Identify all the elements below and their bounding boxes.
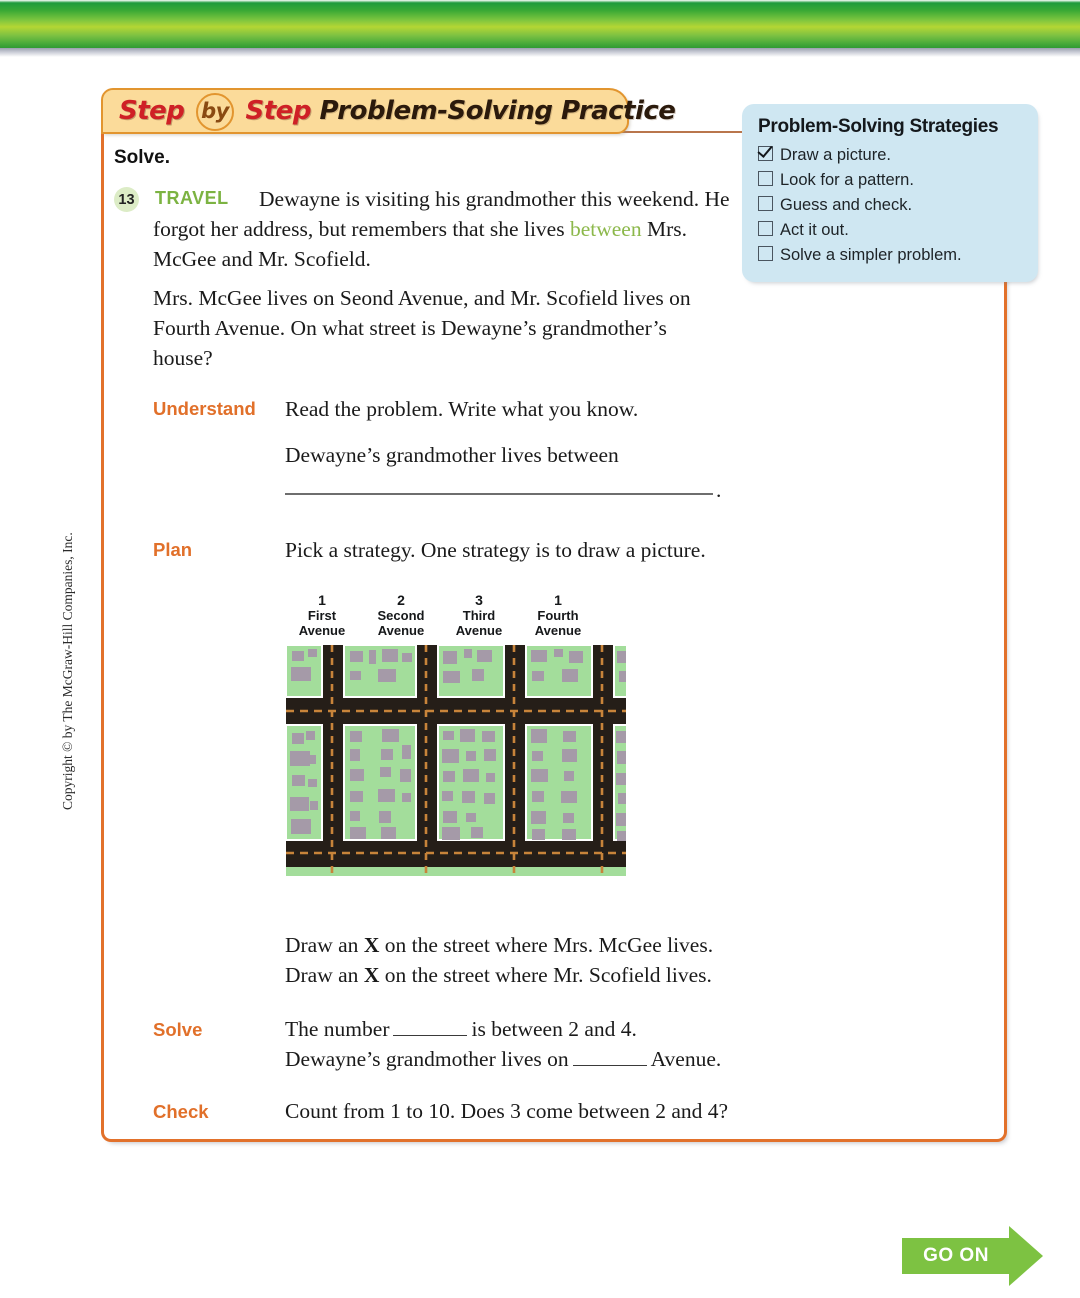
strategy-item-look-for-a-pattern[interactable] — [758, 170, 1022, 190]
copyright-notice: Copyright © by The McGraw-Hill Companies, Inc. — [60, 532, 75, 810]
draw-x-2-after: on the street where Mr. Scofield lives. — [379, 963, 712, 987]
paragraph-1-text-after: Mrs. McGee and Mr. Scofield. — [153, 217, 687, 271]
banner-step-1: Step — [119, 96, 185, 126]
problem-solving-strategies-box — [742, 104, 1038, 282]
answer-line-period: . — [716, 478, 722, 502]
street-map-diagram — [286, 593, 632, 876]
solve-2-before: Dewayne’s grandmother lives on — [285, 1047, 569, 1071]
draw-x-2-before: Draw an — [285, 963, 364, 987]
map-label-suffix: Avenue — [298, 623, 346, 638]
draw-x-instructions — [285, 930, 713, 990]
map-label-number: 3 — [475, 592, 483, 608]
solve-1-before: The number — [285, 1017, 390, 1041]
map-label-suffix: Avenue — [534, 623, 582, 638]
draw-x-line-2 — [285, 960, 713, 990]
map-label-suffix: Avenue — [377, 623, 425, 638]
map-label-second-avenue — [356, 593, 446, 638]
banner-text — [119, 94, 675, 128]
plan-text: Pick a strategy. One strategy is to draw a picture. — [285, 538, 706, 562]
solve-2-after: Avenue. — [650, 1047, 722, 1071]
solve-line-1 — [285, 1014, 805, 1044]
checkbox-icon[interactable] — [758, 171, 773, 186]
keyword-between: between — [569, 217, 642, 241]
step-label-plan: Plan — [153, 539, 193, 560]
draw-x-1-mark: X — [363, 933, 380, 957]
step-label-check: Check — [153, 1101, 209, 1122]
understand-line-1: Read the problem. Write what you know. — [285, 397, 639, 421]
checkbox-checked-icon[interactable] — [758, 146, 773, 161]
strategy-label: Solve a simpler problem. — [780, 246, 962, 264]
top-decorative-bar — [0, 0, 1080, 48]
problem-paragraph-2: Mrs. McGee lives on Seond Avenue, and Mr. Scofield lives on Fourth Avenue. On what street is Dewayne’s grandmother’s house? — [153, 286, 691, 370]
map-label-suffix: Avenue — [455, 623, 503, 638]
step-label-solve: Solve — [153, 1019, 203, 1040]
solve-blank-2[interactable] — [573, 1050, 647, 1066]
strategies-title: Problem-Solving Strategies — [758, 116, 999, 137]
checkbox-icon[interactable] — [758, 221, 773, 236]
strategy-item-solve-a-simpler-problem[interactable] — [758, 245, 1022, 265]
map-label-fourth-avenue — [513, 593, 603, 638]
arrow-right-icon[interactable] — [1009, 1226, 1043, 1286]
map-label-name: Second — [377, 608, 425, 623]
strategy-label: Guess and check. — [780, 196, 913, 214]
solve-line-2 — [285, 1044, 805, 1074]
answer-blank-line[interactable] — [285, 493, 713, 495]
map-label-number: 2 — [397, 592, 405, 608]
banner-step-2: Step — [245, 96, 311, 126]
draw-x-line-1 — [285, 930, 713, 960]
banner-title: Problem-Solving Practice — [319, 96, 676, 126]
strategy-label: Draw a picture. — [780, 146, 891, 164]
strategy-item-draw-a-picture[interactable] — [758, 145, 1022, 165]
strategy-label: Act it out. — [780, 221, 849, 239]
draw-x-1-after: on the street where Mrs. McGee lives. — [379, 933, 714, 957]
step-label-understand: Understand — [153, 398, 256, 419]
banner-by-label: by — [201, 99, 229, 123]
draw-x-2-mark: X — [363, 963, 380, 987]
strategy-item-act-it-out[interactable] — [758, 220, 1022, 240]
category-tag-travel: TRAVEL — [155, 188, 229, 208]
map-label-number: 1 — [318, 592, 326, 608]
banner-by-badge — [193, 94, 237, 128]
top-bar-shadow — [0, 48, 1080, 57]
problem-paragraph-1 — [153, 184, 733, 274]
map-label-name: Third — [462, 608, 496, 623]
map-image — [286, 645, 626, 876]
checkbox-icon[interactable] — [758, 196, 773, 211]
map-label-third-avenue — [434, 593, 524, 638]
draw-x-1-before: Draw an — [285, 933, 364, 957]
understand-line-2: Dewayne’s grandmother lives between — [285, 443, 619, 467]
map-label-number: 1 — [554, 592, 562, 608]
step-by-step-banner — [101, 88, 676, 134]
map-label-first-avenue — [277, 593, 367, 638]
solve-heading: Solve. — [114, 147, 170, 168]
solve-blank-1[interactable] — [393, 1020, 467, 1036]
map-street-labels — [286, 593, 632, 645]
strategy-item-guess-and-check[interactable] — [758, 195, 1022, 215]
solve-answer-block — [285, 1014, 805, 1074]
solve-1-after: is between 2 and 4. — [471, 1017, 637, 1041]
map-label-name: First — [307, 608, 337, 623]
go-on-button[interactable]: GO ON — [902, 1238, 1010, 1274]
paragraph-1-text-before: Dewayne is visiting his grandmother this weekend. He forgot her address, but remembers that she lives — [153, 187, 730, 241]
strategy-label: Look for a pattern. — [780, 171, 914, 189]
map-label-name: Fourth — [537, 608, 579, 623]
check-text: Count from 1 to 10. Does 3 come between 2 and 4? — [285, 1099, 729, 1123]
problem-number-badge: 13 — [114, 187, 139, 212]
checkbox-icon[interactable] — [758, 246, 773, 261]
